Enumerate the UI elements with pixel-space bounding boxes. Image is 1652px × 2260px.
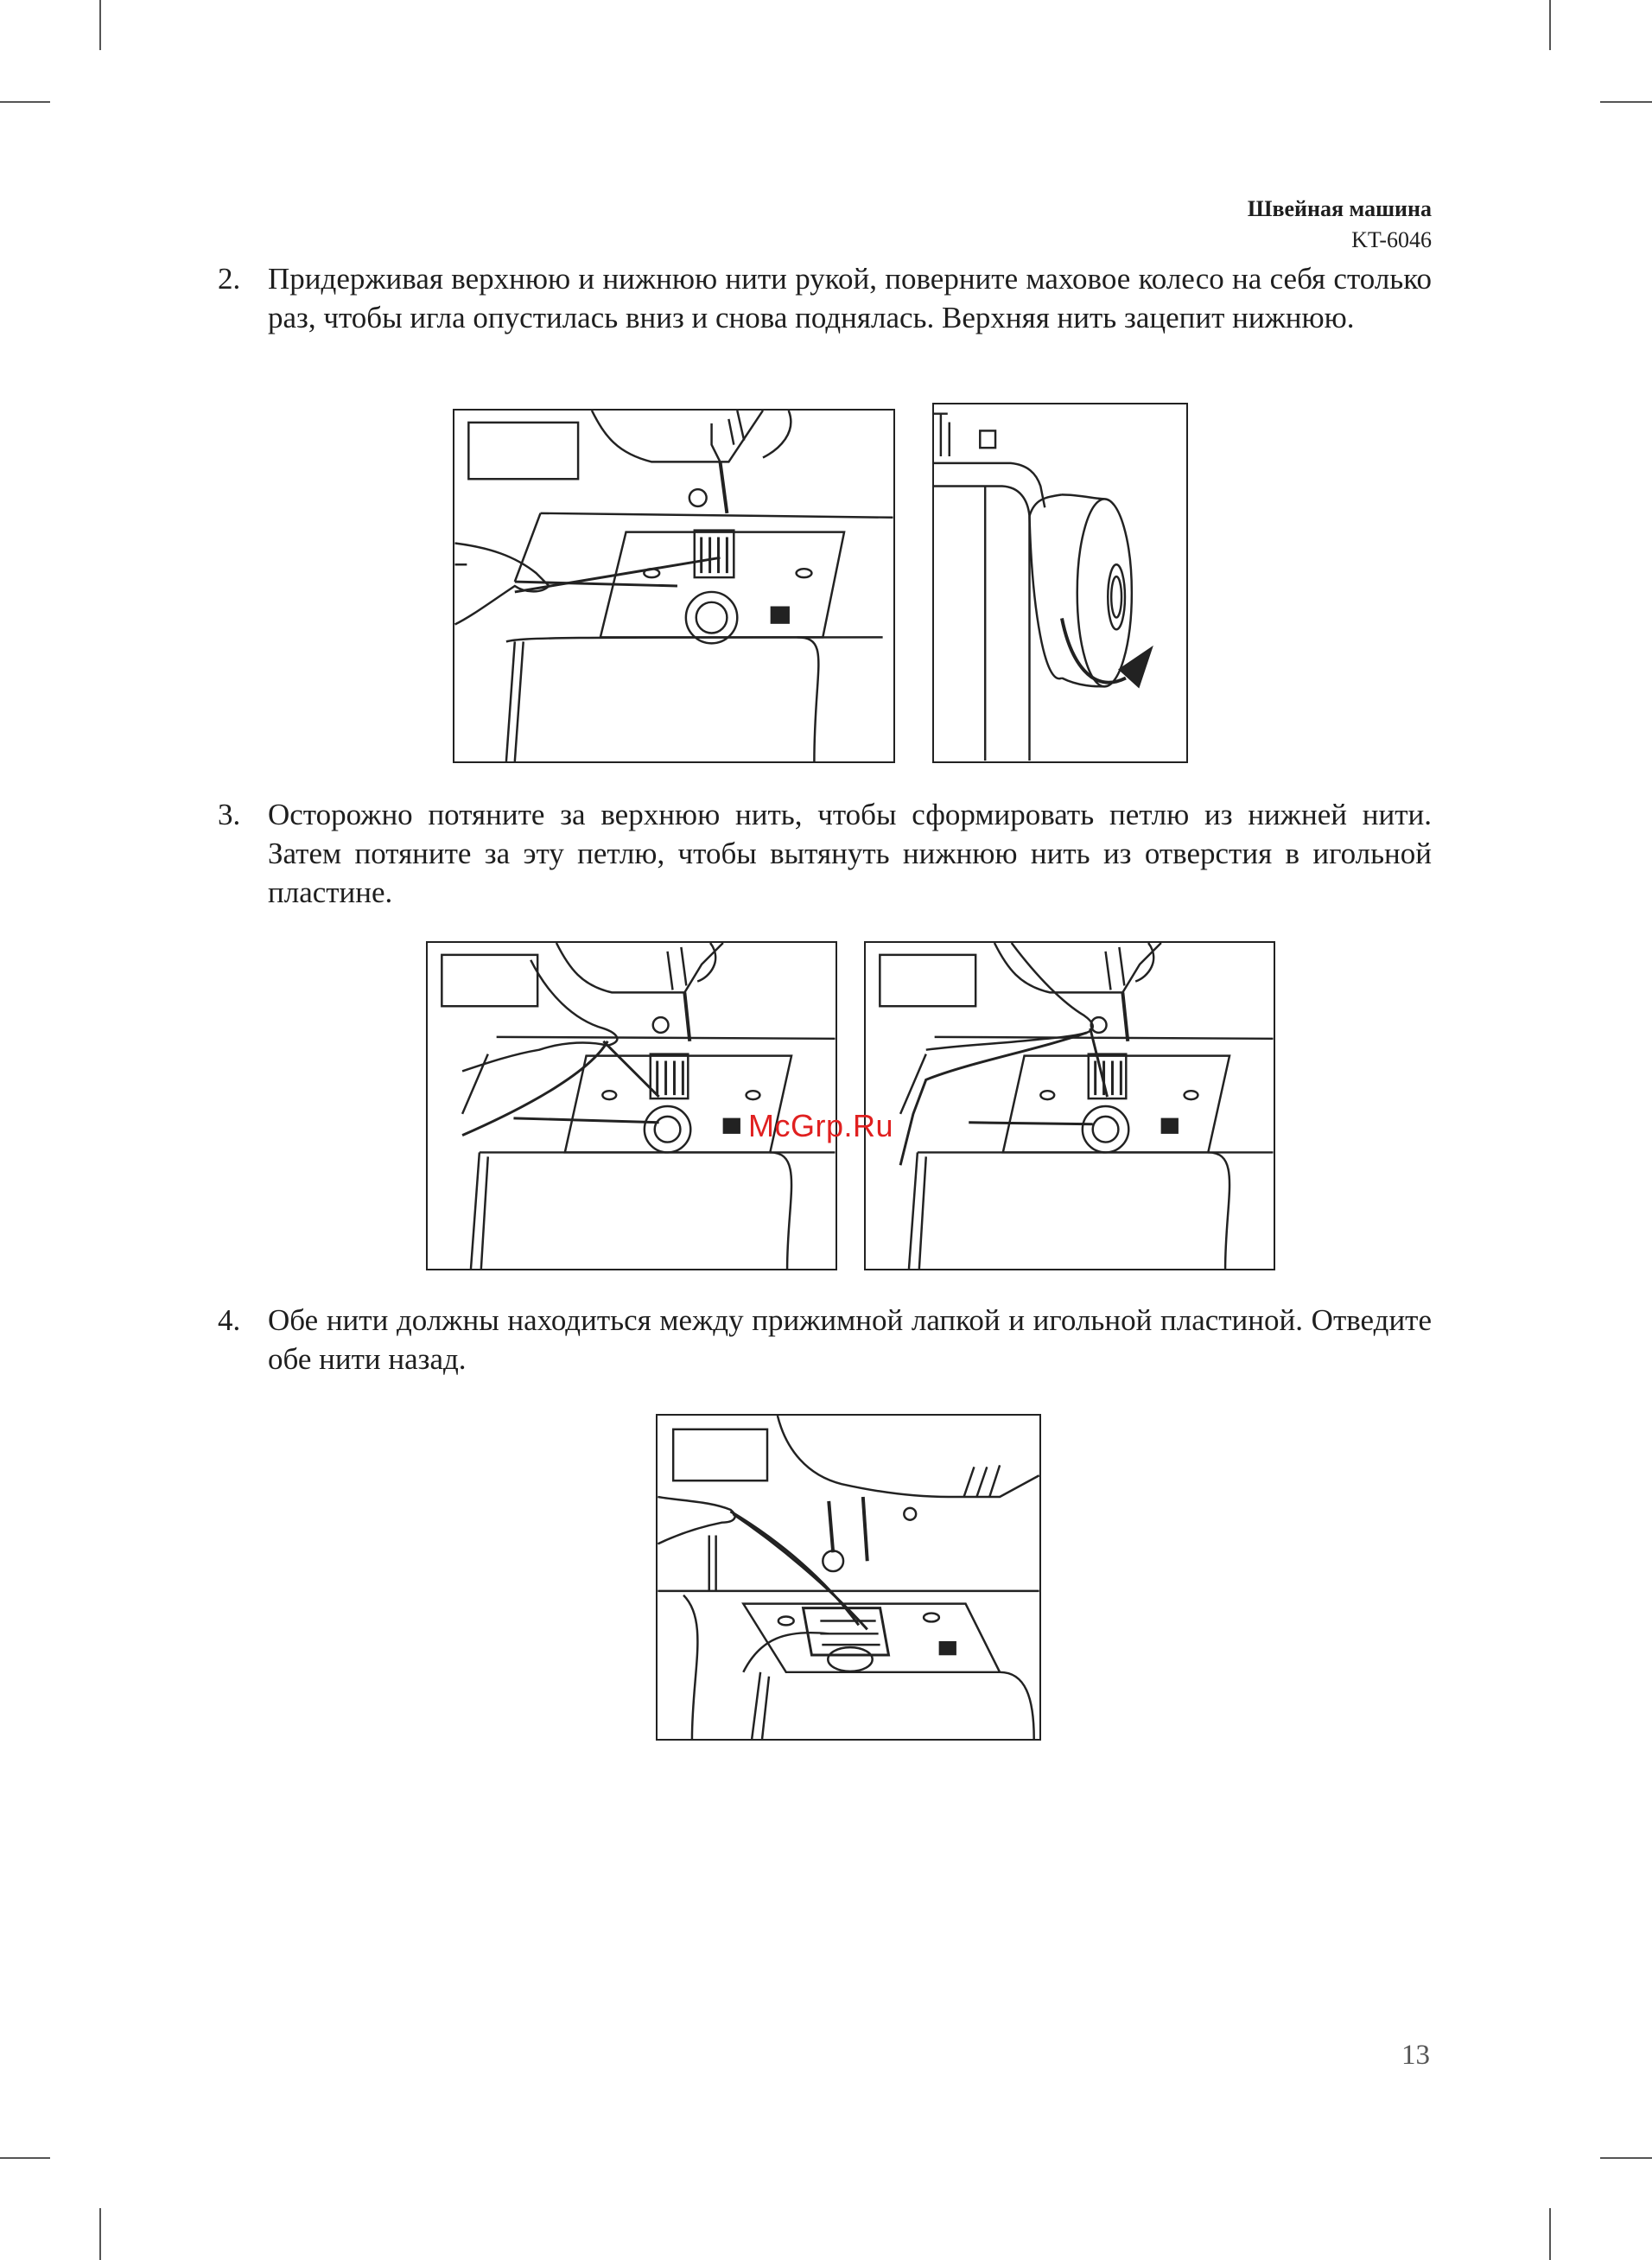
step-3 [218, 795, 1432, 912]
crop-mark [1600, 2157, 1652, 2159]
running-header [1248, 194, 1432, 256]
watermark: McGrp.Ru [748, 1108, 894, 1143]
figure-hold-threads [453, 409, 895, 763]
crop-mark [0, 101, 50, 103]
step-number: 4. [218, 1303, 241, 1337]
figure-handwheel [932, 403, 1188, 763]
crop-mark [1549, 2208, 1551, 2260]
step-4 [218, 1301, 1432, 1378]
figure-pull-loop-left [426, 941, 837, 1270]
step-number: 3. [218, 798, 241, 831]
header-title: Швейная машина [1247, 196, 1432, 221]
step-number: 2. [218, 262, 241, 296]
crop-mark [99, 2208, 101, 2260]
crop-mark [0, 2157, 50, 2159]
header-model: KT-6046 [1351, 227, 1432, 252]
figure-threads-back [656, 1414, 1041, 1741]
crop-mark [99, 0, 101, 50]
step-text: Придерживая верхнюю и нижнюю нити рукой, поверните маховое колесо на себя столько раз, чтобы игла опустилась вниз и снова поднялась. Верхняя нить зацепит нижнюю. [268, 262, 1432, 334]
figure-pull-loop-right [864, 941, 1275, 1270]
step-text: Осторожно потяните за верхнюю нить, чтобы сформировать петлю из нижней нити. Затем потяните за эту петлю, чтобы вытянуть нижнюю нить из отверстия в игольной пластине. [268, 798, 1432, 909]
step-text: Обе нити должны находиться между прижимной лапкой и игольной пластиной. Отведите обе нити назад. [268, 1303, 1432, 1376]
step-2 [218, 259, 1432, 337]
crop-mark [1549, 0, 1551, 50]
crop-mark [1600, 101, 1652, 103]
page-number: 13 [1401, 2040, 1430, 2071]
